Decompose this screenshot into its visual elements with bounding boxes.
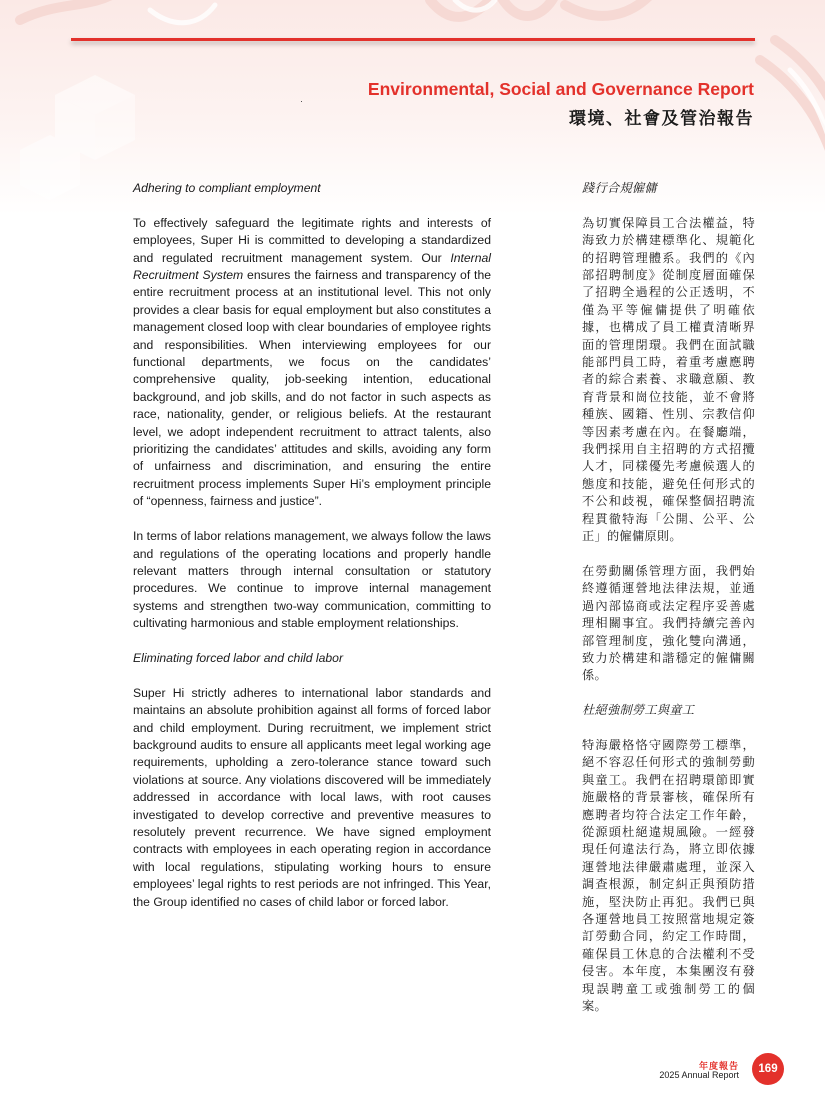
paragraph-recruitment-en-part-a: To effectively safeguard the legitimate rights and interests of employees, Super Hi is committed to developing a standardized and regulated recruitment management system. Our	[133, 215, 491, 265]
paragraph-labor-relations-zh: 在勞動關係管理方面，我們始終遵循運營地法律法規，並通過內部協商或法定程序妥善處理相關事宜。我們持續完善內部管理制度，強化雙向溝通，致力於構建和諧穩定的僱傭關係。	[582, 563, 755, 683]
footer-report-label-en: 2025 Annual Report	[659, 1070, 739, 1080]
paragraph-recruitment-en-part-b: ensures the fairness and transparency of the entire recruitment process at an institutional level. This not only provides a clear basis for equal employment but also constitutes a management closed loop with clear boundaries of employee rights and responsibilities. When interviewing employees for our functional departments, we focus on the candidates’ comprehensive quality, job-seeking intention, educational background, and job skills, and do not factor in such aspects as race, nationality, gender, or religious beliefs. At the restaurant level, we adopt independent recruitment to attract talents, also prioritizing the candidates’ attitudes and skills, avoiding any form of unfairness and discrimination, and ensuring the entire recruitment process implements Super Hi’s employment principle of “openness, fairness and justice”.	[133, 268, 491, 509]
chinese-column	[582, 180, 755, 1015]
report-title-en: Environmental, Social and Governance Report	[367, 79, 754, 99]
paragraph-forced-labor-en: Super Hi strictly adheres to international labor standards and maintains an absolute prohibition against all forms of forced labor and child employment. During recruitment, we implement strict background audits to ensure all applicants meet legal working age requirements, upholding a zero-tolerance stance toward such violations at source. Any violations discovered will be immediately addressed in accordance with local laws, with root causes investigated to develop corrective and preventive measures to resolutely prevent recurrence. We have signed employment contracts with employees in each operating region in accordance with local regulations, stipulating working hours to ensure employees’ legal rights to rest periods are not infringed. This Year, the Group identified no cases of child labor or forced labor.	[133, 685, 491, 909]
heading-compliant-employment-zh: 踐行合規僱傭	[582, 181, 657, 195]
paragraph-recruitment-zh: 為切實保障員工合法權益，特海致力於構建標準化、規範化的招聘管理體系。我們的《內部招聘制度》從制度層面確保了招聘全過程的公正透明，不僅為平等僱傭提供了明確依據，也構成了員工權責清晰界面的管理閉環。我們在面試職能部門員工時，着重考慮應聘者的綜合素養、求職意願、教育背景和崗位技能，並不會將種族、國籍、性別、宗教信仰等因素考慮在內。在餐廳端，我們採用自主招聘的方式招攬人才，同樣優先考慮候選人的態度和技能，避免任何形式的不公和歧視，確保整個招聘流程貫徹特海「公開、公平、公正」的僱傭原則。	[582, 215, 755, 544]
footer-report-label-zh: 年度報告	[698, 1061, 739, 1071]
paragraph-recruitment-en	[133, 215, 491, 511]
stray-dot	[301, 101, 302, 102]
internal-recruitment-system-title: Internal Recruitment System	[133, 250, 491, 283]
english-column	[133, 180, 491, 911]
heading-forced-labor-en: Eliminating forced labor and child labor	[133, 650, 344, 665]
paragraph-labor-relations-en: In terms of labor relations management, we always follow the laws and regulations of the operating locations and properly handle relevant matters through internal consultation or statutory procedures. We continue to improve internal management systems and strengthen two-way communication, committing to cultivating harmonious and stable employment relationships.	[133, 529, 491, 631]
heading-compliant-employment-en: Adhering to compliant employment	[133, 181, 321, 195]
report-title-zh: 環境、社會及管治報告	[569, 109, 754, 128]
header-rule	[71, 38, 755, 41]
page-number-badge: 169	[752, 1053, 784, 1085]
heading-forced-labor-zh: 杜絕強制勞工與童工	[582, 703, 695, 718]
paragraph-forced-labor-zh: 特海嚴格恪守國際勞工標準，絕不容忍任何形式的強制勞動與童工。我們在招聘環節即實施嚴格的背景審核，確保所有應聘者均符合法定工作年齡，從源頭杜絕違規風險。一經發現任何違法行為，將立即依據運營地法律嚴肅處理，並深入調查根源，制定糾正與預防措施，堅決防止再犯。我們已與各運營地員工按照當地規定簽訂勞動合同，約定工作時間，確保員工休息的合法權利不受侵害。本年度，本集團沒有發現誤聘童工或強制勞工的個案。	[582, 737, 755, 1014]
